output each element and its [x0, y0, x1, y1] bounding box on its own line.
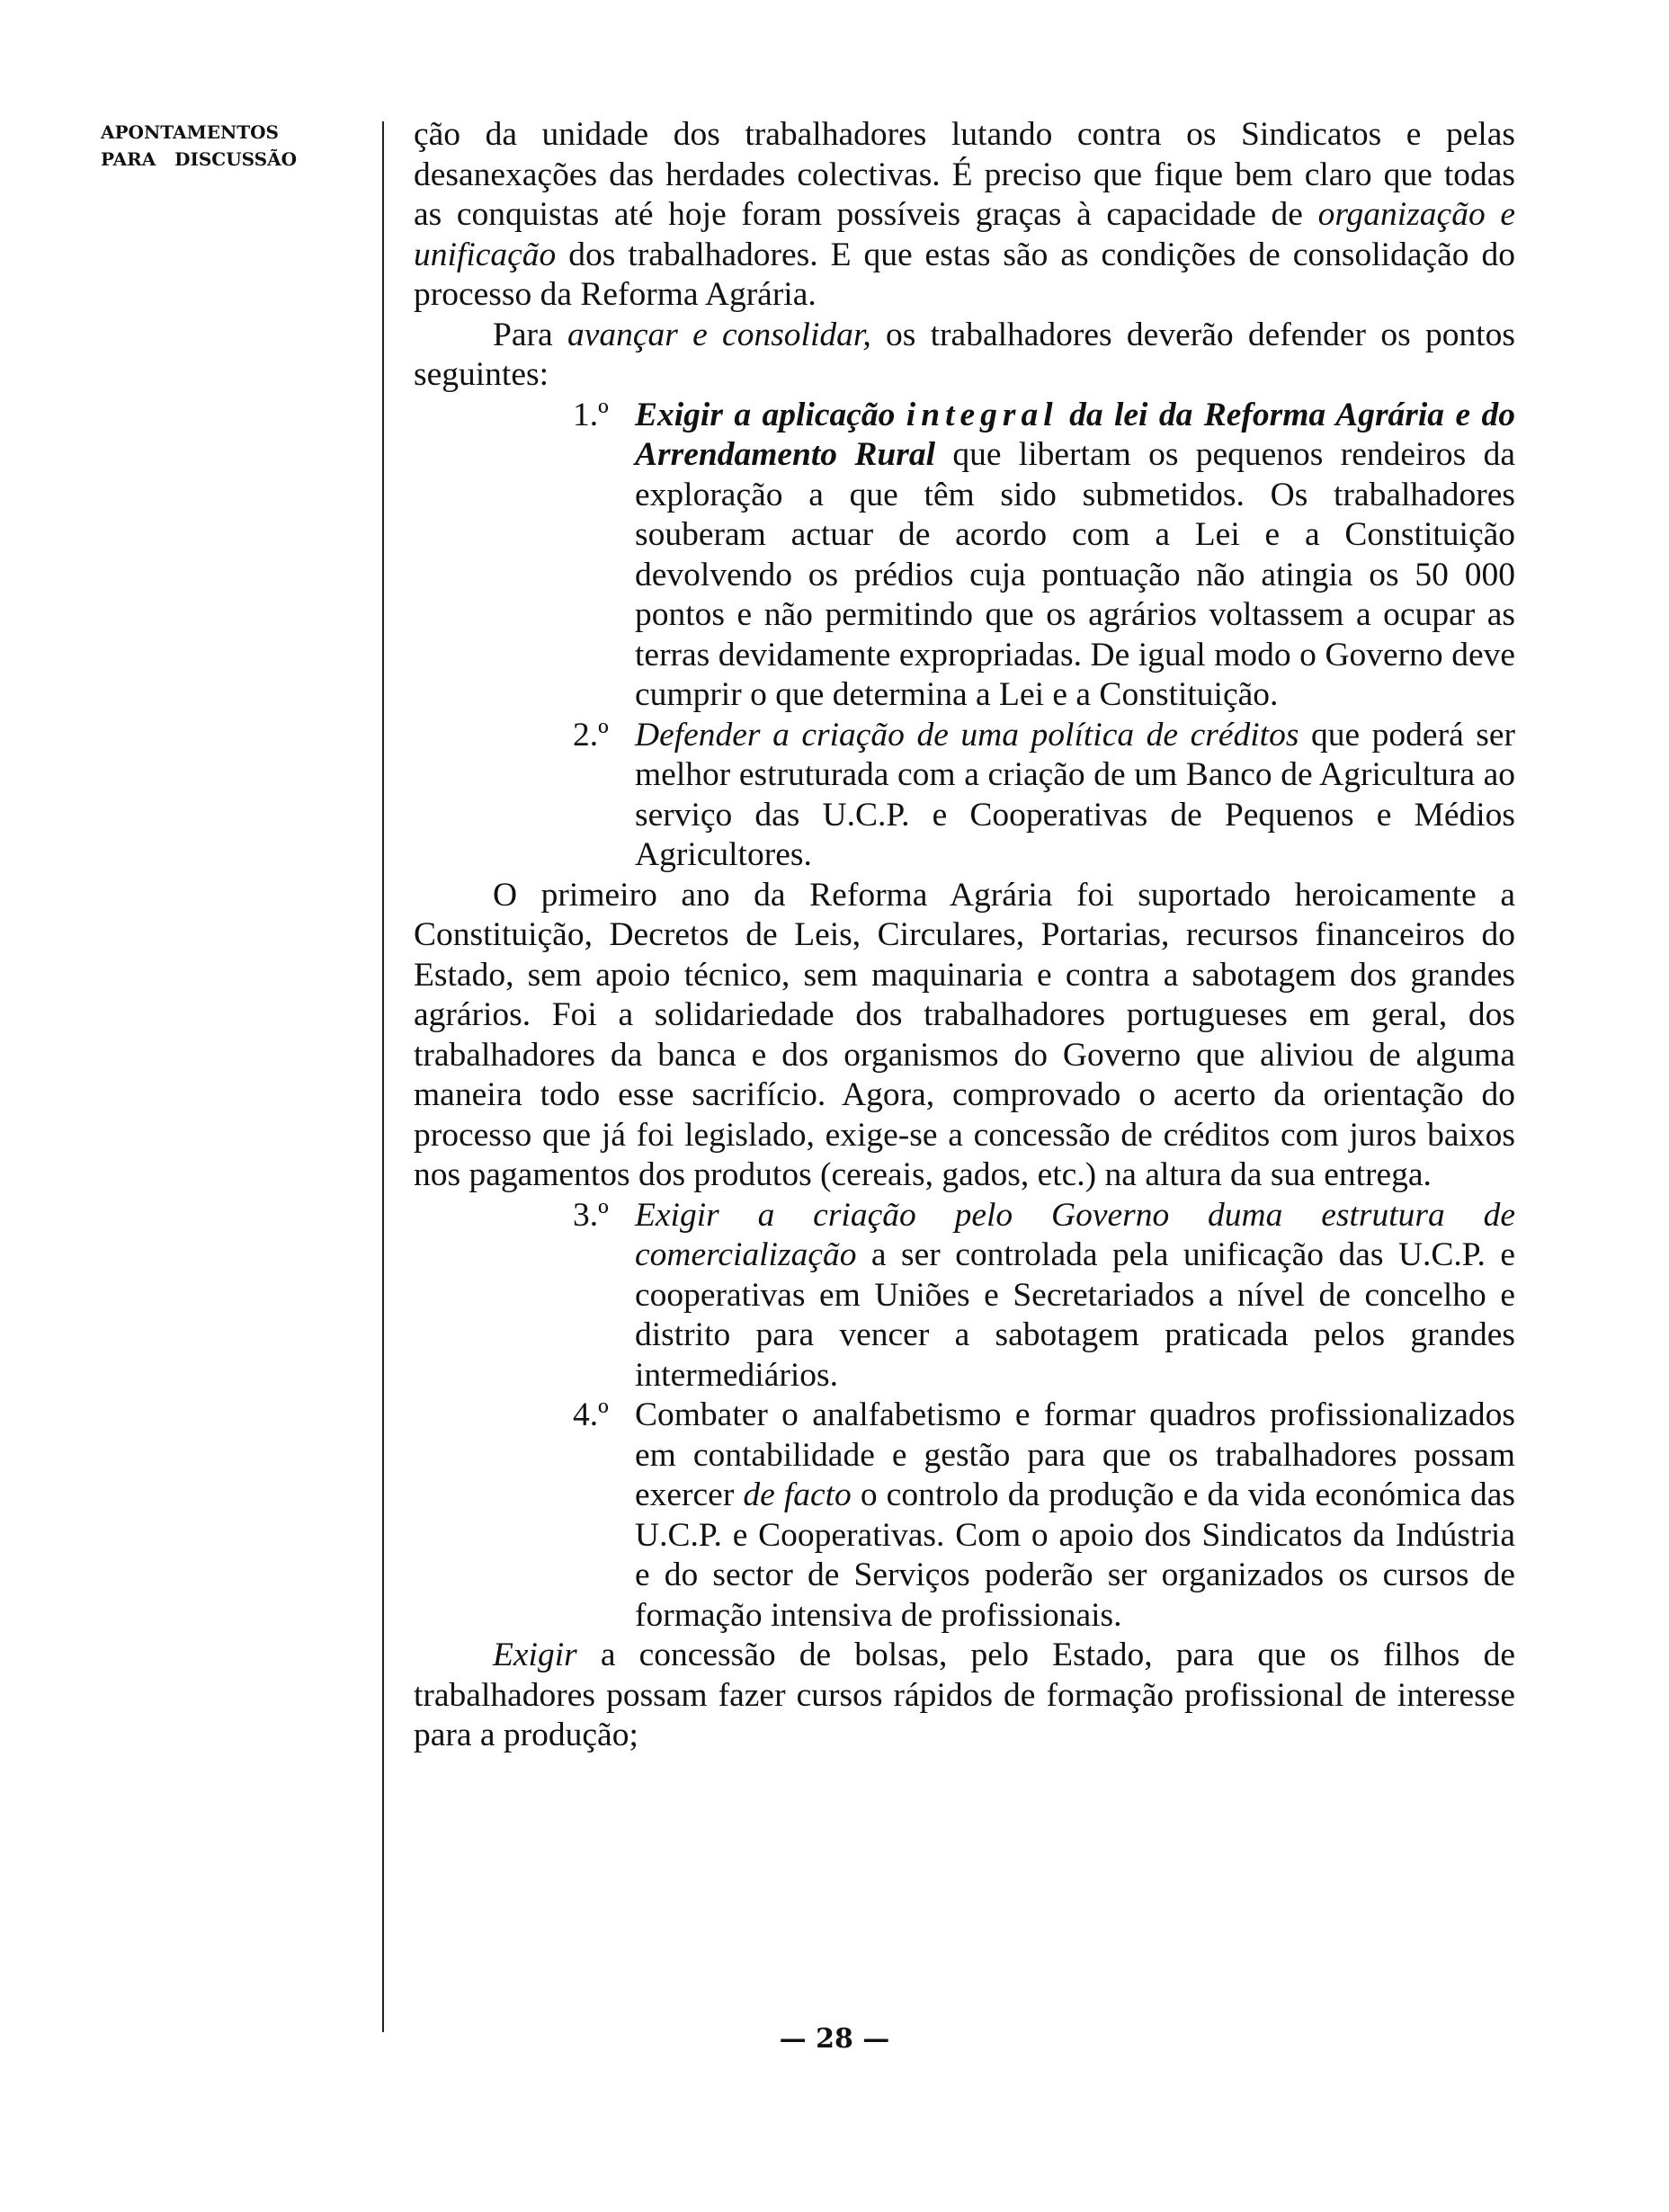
list-number: 1.º: [573, 396, 609, 433]
list-text: Exigir a criação pelo Governo duma estrutura de comercialização a ser controlada pela unificação das U.C.P. e cooperativas em Uniões e Secretariados a nível de concelho e distrito para vencer a sabotagem praticada pelos grandes intermediários.: [635, 1196, 1515, 1394]
paragraph-3: O primeiro ano da Reforma Agrária foi suportado heroicamente a Constituição, Decretos de Leis, Circulares, Portarias, recursos financeiros do Estado, sem apoio técnico, sem maquinaria e contra a sabotagem dos grandes agrários. Foi a solidariedade dos trabalhadores portugueses em geral, dos trabalhadores da banca e dos organismos do Governo que aliviou de alguma maneira todo esse sacrifício. Agora, comprovado o acerto da orientação do processo que já foi legislado, exige-se a concessão de créditos com juros baixos nos pagamentos dos produtos (cereais, gados, etc.) na altura da sua entrega.: [414, 876, 1515, 1193]
paragraph-2: Para avançar e consolidar, os trabalhadores deverão defender os pontos seguintes:: [414, 316, 1515, 393]
list-item-4: [414, 1396, 1515, 1636]
list-item-2: [414, 716, 1515, 876]
paragraph-4: Exigir a concessão de bolsas, pelo Estado, para que os filhos de trabalhadores possam fazer cursos rápidos de formação profissional de interesse para a produção;: [414, 1637, 1515, 1753]
side-label-line-1: APONTAMENTOS: [101, 121, 279, 143]
list-text: Combater o analfabetismo e formar quadros profissionalizados em contabilidade e gestão para que os trabalhadores possam exercer de facto o controlo da produção e da vida económica das U.C.P. e Cooperativas. Com o apoio dos Sindicatos da Indústria e do sector de Serviços poderão ser organizados os cursos de formação intensiva de profissionais.: [635, 1396, 1515, 1634]
list-item-1: [414, 396, 1515, 716]
page-number: — 28 —: [779, 2023, 890, 2055]
list-number: 3.º: [573, 1196, 609, 1234]
list-number: 2.º: [573, 716, 609, 754]
side-label-line-2: PARA DISCUSSÃO: [101, 148, 298, 170]
list-item-3: [414, 1196, 1515, 1396]
list-text: Exigir a aplicação integral da lei da Reforma Agrária e do Arrendamento Rural que libertam os pequenos rendeiros da exploração a que têm sido submetidos. Os trabalhadores souberam actuar de acordo com a Lei e a Constituição devolvendo os prédios cuja pontuação não atingia os 50 000 pontos e não permitindo que os agrários voltassem a ocupar as terras devidamente expropriadas. De igual modo o Governo deve cumprir o que determina a Lei e a Constituição.: [635, 396, 1515, 713]
margin-rule: [382, 121, 384, 2032]
body-text: [414, 115, 1515, 1756]
list-number: 4.º: [573, 1396, 609, 1433]
paragraph-1: ção da unidade dos trabalhadores lutando contra os Sindicatos e pelas desanexações das herdades colectivas. É preciso que fique bem claro que todas as conquistas até hoje foram possíveis graças à capacidade de organização e unificação dos trabalhadores. E que estas são as condições de consolidação do processo da Reforma Agrária.: [414, 116, 1515, 313]
list-text: Defender a criação de uma política de créditos que poderá ser melhor estruturada com a criação de um Banco de Agricultura ao serviço das U.C.P. e Cooperativas de Pequenos e Médios Agricultores.: [635, 716, 1515, 873]
section-side-label: [101, 119, 361, 173]
